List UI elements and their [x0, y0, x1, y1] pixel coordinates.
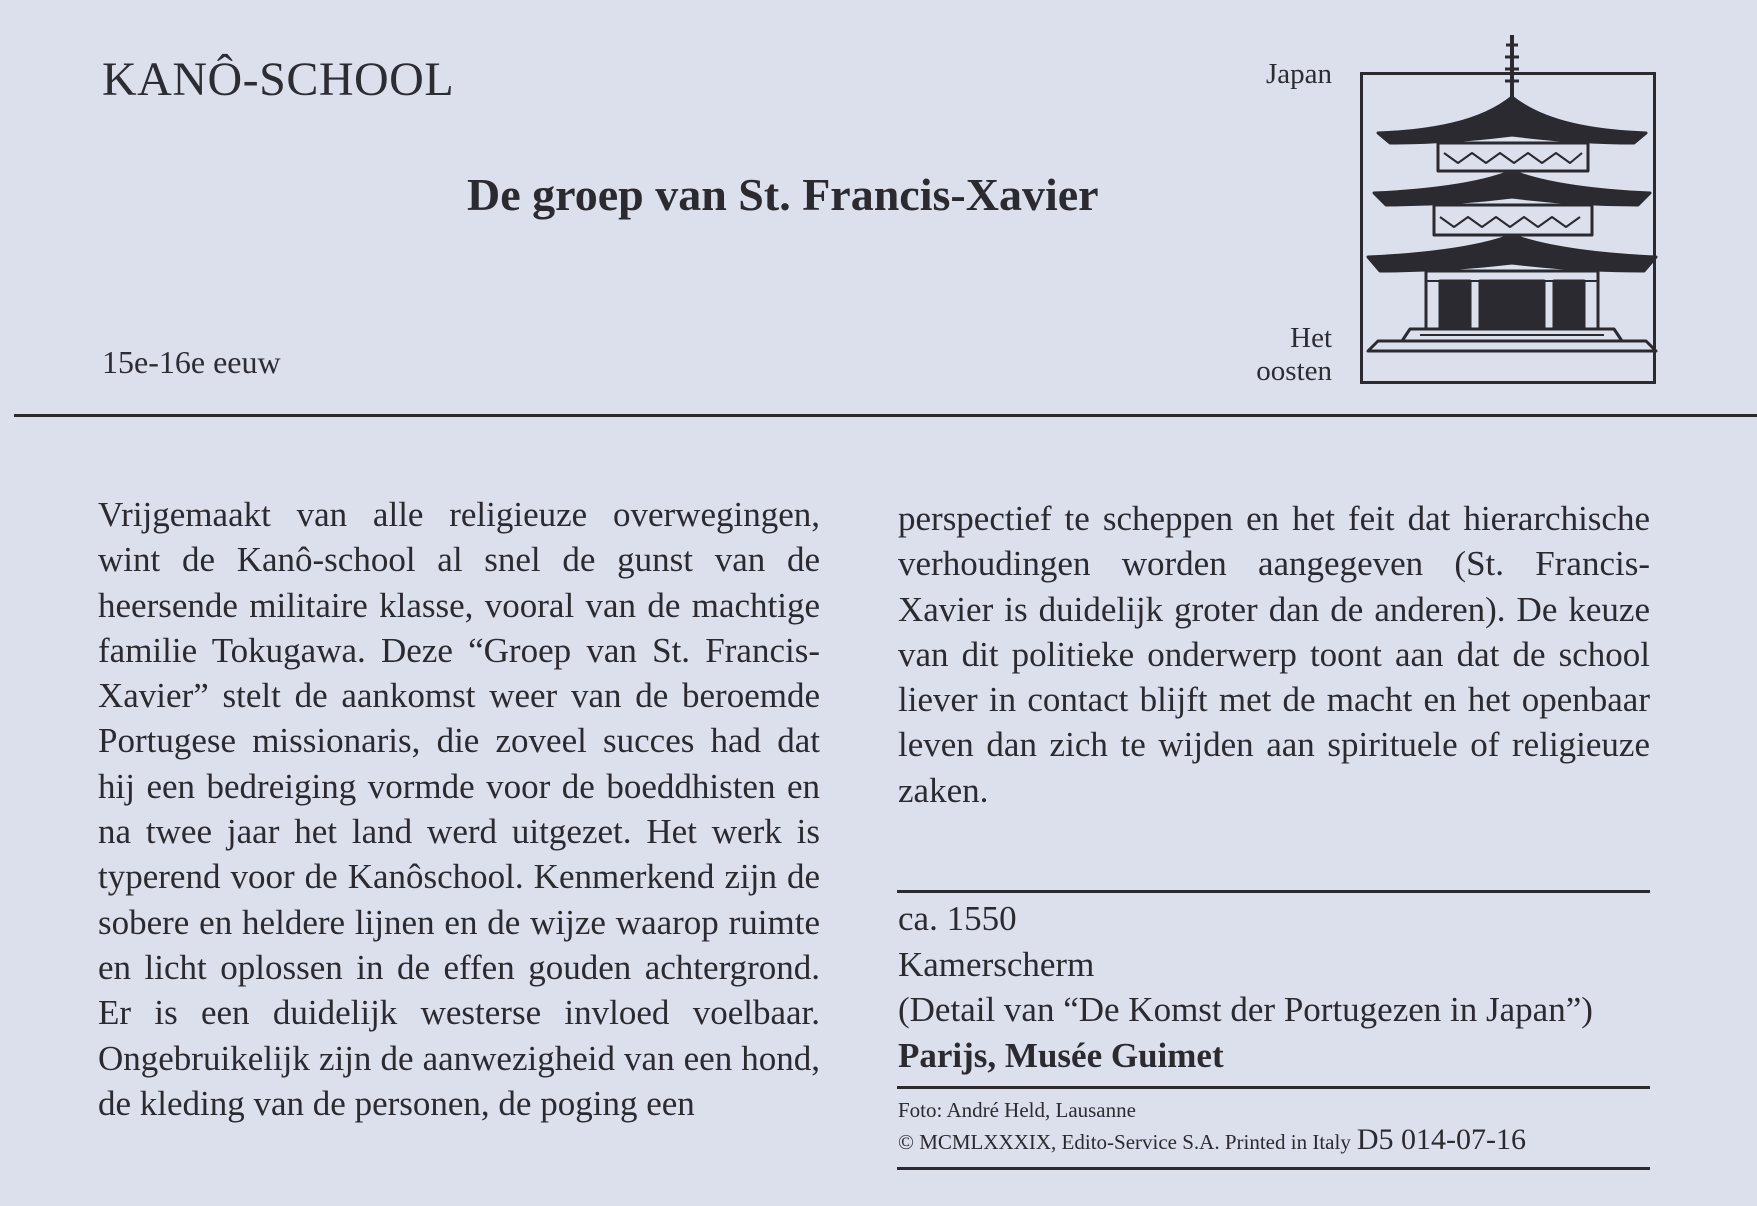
school-heading: KANÔ-SCHOOL: [102, 53, 455, 106]
photo-credit: Foto: André Held, Lausanne: [898, 1098, 1136, 1122]
pagoda-frame: [1360, 72, 1656, 384]
body-text-left: Vrijgemaakt van alle religieuze overwegingen, wint de Kanô-school al snel de gunst van de heersende militaire klasse, vooral van de machtige familie Tokugawa. Deze “Groep van St. Francis-Xavier” stelt de aankomst weer van de beroemde Portugese missionaris, die zoveel succes had dat hij een bedreiging vormde voor de boeddhisten en na twee jaar het land werd uitgezet. Het werk is typerend voor de Kanôschool. Kenmerkend zijn de sobere en heldere lijnen en de wijze waarop ruimte en licht oplossen in de effen gouden achtergrond. Er is een duidelijk westerse invloed voelbaar. Ongebruikelijk zijn de aanwezigheid van een hond, de kleding van de personen, de poging een: [98, 495, 820, 1123]
direction-line-1: Het: [1290, 322, 1332, 354]
artwork-type: Kamerscherm: [898, 944, 1095, 984]
card-code: D5 014-07-16: [1356, 1123, 1526, 1156]
meta-divider-top: [897, 890, 1650, 893]
direction-label: [1200, 322, 1332, 388]
copyright-line: [898, 1125, 1658, 1157]
header-divider: [14, 414, 1757, 417]
meta-divider-bottom: [897, 1167, 1650, 1170]
artwork-location: Parijs, Musée Guimet: [898, 1035, 1224, 1075]
meta-divider-middle: [897, 1086, 1650, 1089]
century-label: 15e-16e eeuw: [102, 344, 281, 380]
text-column-left: [98, 492, 820, 1126]
body-text-right: perspectief te scheppen en het feit dat hierarchische verhoudingen worden aangegeven (St. Francis-Xavier is duidelijk groter dan de anderen). De keuze van dit politieke onderwerp toont aan dat de school liever in contact blijft met de macht en het openbaar leven dan zich te wijden aan spirituele of religieuze zaken.: [898, 499, 1650, 810]
artwork-detail: (Detail van “De Komst der Portugezen in Japan”): [898, 990, 1593, 1029]
artwork-meta: [898, 896, 1658, 1078]
region-label: Japan: [1265, 58, 1332, 90]
text-column-right: [898, 496, 1650, 813]
direction-line-2: oosten: [1256, 355, 1332, 387]
credits: [898, 1095, 1658, 1157]
artwork-date: ca. 1550: [898, 899, 1017, 938]
artwork-title: De groep van St. Francis-Xavier: [467, 169, 1099, 220]
copyright-text: © MCMLXXXIX, Edito-Service S.A. Printed in Italy: [898, 1130, 1351, 1154]
pagoda-icon: [1360, 35, 1656, 387]
